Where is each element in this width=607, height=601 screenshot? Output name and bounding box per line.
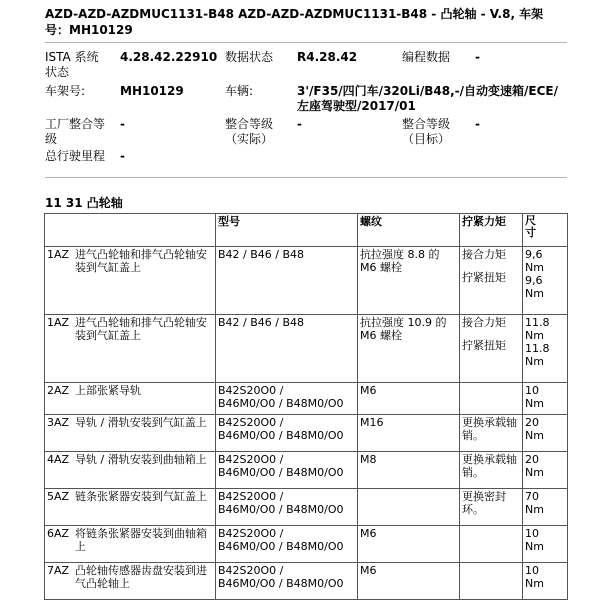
item-code: 7AZ [47, 564, 70, 577]
item-description: 上部张紧导轨 [75, 384, 141, 397]
vin-label: 车架号: [45, 84, 86, 98]
description-cell [45, 247, 216, 315]
thread-cell: 抗拉强度 10.9 的 M6 螺栓 [358, 315, 460, 383]
item-code: 2AZ [47, 384, 70, 397]
table-row [45, 563, 568, 600]
item-code: 1AZ [47, 316, 70, 329]
section-title: 11 31 凸轮轴 [45, 196, 123, 210]
item-code: 1AZ [47, 248, 70, 261]
table-row [45, 247, 568, 315]
table-row [45, 526, 568, 563]
torque-cell [460, 526, 523, 563]
torque-cell [460, 383, 523, 415]
torque-cell: 更换承载轴销。 [460, 452, 523, 489]
torque-cell [460, 247, 523, 315]
thread-cell: M8 [358, 452, 460, 489]
size-cell: 20 Nm [523, 452, 568, 489]
item-description: 导轨 / 滑轨安装到曲轴箱上 [75, 453, 207, 466]
table-row [45, 383, 568, 415]
torque-note: 拧紧扭矩 [462, 339, 506, 352]
description-cell [45, 315, 216, 383]
torque-note: 拧紧扭矩 [462, 271, 506, 284]
page-title [45, 6, 565, 38]
item-code: 6AZ [47, 527, 70, 540]
actual-level-value: - [297, 117, 302, 131]
thread-cell: M16 [358, 415, 460, 452]
torque-value: 9,6 Nm [525, 274, 544, 300]
vehicle-label: 车辆: [225, 84, 254, 98]
size-cell: 10 Nm [523, 563, 568, 600]
model-cell: B42S20O0 / B46M0/O0 / B48M0/O0 [216, 452, 358, 489]
programming-data-value: - [475, 50, 480, 64]
title-line-1: AZD-AZD-AZDMUC1131-B48 AZD-AZD-AZDMUC1131-B48 - 凸轮轴 - V.8, 车架 [45, 7, 544, 21]
header-model: 型号 [216, 214, 358, 247]
ista-status-value: 4.28.42.22910 [120, 50, 218, 64]
model-cell: B42S20O0 / B46M0/O0 / B48M0/O0 [216, 415, 358, 452]
thread-cell [358, 489, 460, 526]
factory-level-value: - [120, 117, 125, 131]
torque-cell [460, 563, 523, 600]
torque-cell: 更换承载轴销。 [460, 415, 523, 452]
size-cell: 10 Nm [523, 526, 568, 563]
ista-status-label: ISTA 系统 状态 [45, 50, 99, 79]
target-level-value: - [475, 117, 480, 131]
model-cell: B42S20O0 / B46M0/O0 / B48M0/O0 [216, 383, 358, 415]
size-cell [523, 247, 568, 315]
torque-note: 接合力矩 [462, 316, 506, 329]
header-divider [45, 42, 567, 43]
table-row [45, 415, 568, 452]
item-code: 3AZ [47, 416, 70, 429]
description-cell [45, 415, 216, 452]
description-cell [45, 383, 216, 415]
mileage-label: 总行驶里程 [45, 149, 106, 163]
programming-data-label: 编程数据 [402, 50, 451, 64]
item-description: 导轨 / 滑轨安装到气缸盖上 [75, 416, 207, 429]
torque-cell: 更换密封环。 [460, 489, 523, 526]
size-cell: 10 Nm [523, 383, 568, 415]
table-header-row [45, 214, 568, 247]
factory-level-label: 工厂整合等 级 [45, 117, 106, 146]
target-level-label: 整合等级 （目标） [402, 117, 451, 146]
size-cell: 70 Nm [523, 489, 568, 526]
item-description: 凸轮轴传感器齿盘安装到进气凸轮轴上 [75, 564, 207, 590]
data-status-value: R4.28.42 [297, 50, 358, 64]
header-thread: 螺纹 [358, 214, 460, 247]
item-description: 进气凸轮轴和排气凸轮轴安装到气缸盖上 [75, 248, 207, 274]
size-cell: 20 Nm [523, 415, 568, 452]
description-cell [45, 526, 216, 563]
title-line-2: 号：MH10129 [45, 23, 133, 37]
torque-spec-table [44, 213, 568, 600]
description-cell [45, 489, 216, 526]
header-description [45, 214, 216, 247]
data-status-label: 数据状态 [225, 50, 274, 64]
size-cell [523, 315, 568, 383]
thread-cell: M6 [358, 563, 460, 600]
actual-level-label: 整合等级 （实际） [225, 117, 274, 146]
model-cell: B42 / B46 / B48 [216, 315, 358, 383]
description-cell [45, 452, 216, 489]
model-cell: B42S20O0 / B46M0/O0 / B48M0/O0 [216, 526, 358, 563]
torque-cell [460, 315, 523, 383]
item-code: 5AZ [47, 490, 70, 503]
item-code: 4AZ [47, 453, 70, 466]
torque-value: 9,6 Nm [525, 248, 544, 274]
header-size: 尺 寸 [523, 214, 568, 247]
model-cell: B42 / B46 / B48 [216, 247, 358, 315]
vin-value: MH10129 [120, 84, 184, 98]
item-description: 进气凸轮轴和排气凸轮轴安装到气缸盖上 [75, 316, 207, 342]
mileage-value: - [120, 149, 125, 163]
vehicle-value: 3'/F35/四门车/320Li/B48,-/自动变速箱/ECE/左座驾驶型/2017/01 [297, 84, 558, 113]
item-description: 链条张紧器安装到气缸盖上 [75, 490, 207, 503]
vehicle-info-block [45, 50, 567, 170]
torque-value: 11.8 Nm [525, 316, 550, 342]
model-cell: B42S20O0 / B46M0/O0 / B48M0/O0 [216, 489, 358, 526]
info-divider [45, 177, 567, 178]
table-row [45, 452, 568, 489]
torque-note: 接合力矩 [462, 248, 506, 261]
table-row [45, 489, 568, 526]
table-row [45, 315, 568, 383]
thread-cell: M6 [358, 383, 460, 415]
item-description: 将链条张紧器安装到曲轴箱上 [75, 527, 207, 553]
thread-cell: M6 [358, 526, 460, 563]
thread-cell: 抗拉强度 8.8 的 M6 螺栓 [358, 247, 460, 315]
description-cell [45, 563, 216, 600]
model-cell: B42S20O0 / B46M0/O0 / B48M0/O0 [216, 563, 358, 600]
torque-value: 11.8 Nm [525, 342, 550, 368]
header-torque: 拧紧力矩 [460, 214, 523, 247]
